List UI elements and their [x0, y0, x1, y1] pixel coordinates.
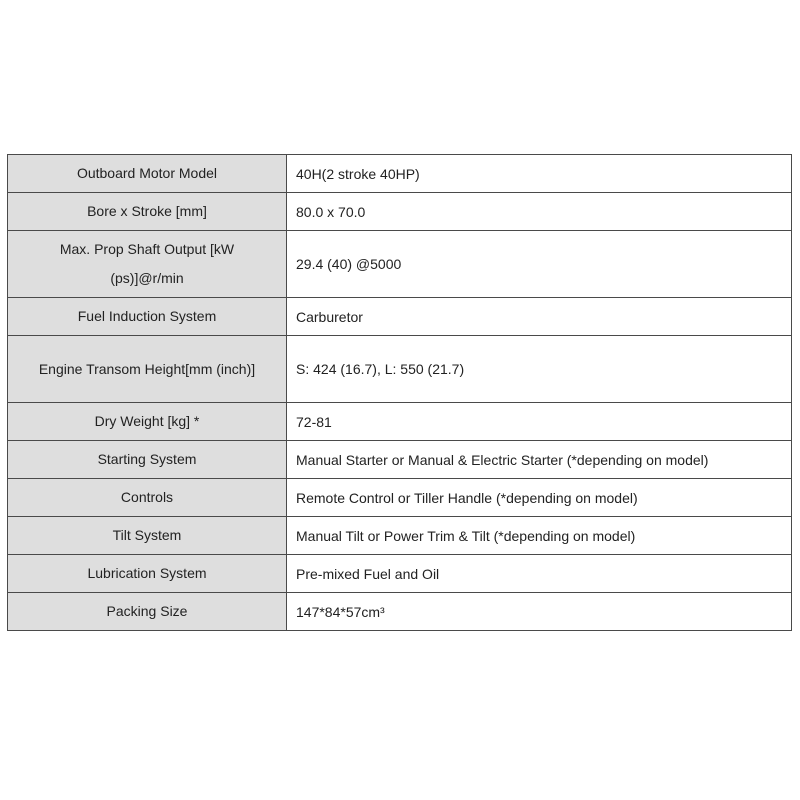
row-value: 72-81	[287, 403, 792, 441]
row-label: Max. Prop Shaft Output [kW (ps)]@r/min	[8, 231, 287, 298]
row-label: Dry Weight [kg] *	[8, 403, 287, 441]
table-row	[8, 403, 792, 441]
table-row	[8, 517, 792, 555]
row-label: Tilt System	[8, 517, 287, 555]
row-value: 80.0 x 70.0	[287, 193, 792, 231]
row-value: Pre-mixed Fuel and Oil	[287, 555, 792, 593]
row-label: Bore x Stroke [mm]	[8, 193, 287, 231]
table-row	[8, 336, 792, 403]
table-row	[8, 441, 792, 479]
row-label: Packing Size	[8, 593, 287, 631]
table-row	[8, 555, 792, 593]
table-row	[8, 155, 792, 193]
table-row	[8, 231, 792, 298]
row-value: 147*84*57cm³	[287, 593, 792, 631]
row-value: 40H(2 stroke 40HP)	[287, 155, 792, 193]
table-row	[8, 193, 792, 231]
row-value: S: 424 (16.7), L: 550 (21.7)	[287, 336, 792, 403]
row-label: Fuel Induction System	[8, 298, 287, 336]
row-value: Manual Tilt or Power Trim & Tilt (*depending on model)	[287, 517, 792, 555]
spec-table	[7, 154, 792, 631]
row-label: Engine Transom Height[mm (inch)]	[8, 336, 287, 403]
row-label: Starting System	[8, 441, 287, 479]
row-label: Outboard Motor Model	[8, 155, 287, 193]
table-row	[8, 298, 792, 336]
table-row	[8, 593, 792, 631]
row-value: 29.4 (40) @5000	[287, 231, 792, 298]
table-row	[8, 479, 792, 517]
row-label: Lubrication System	[8, 555, 287, 593]
row-value: Manual Starter or Manual & Electric Starter (*depending on model)	[287, 441, 792, 479]
row-value: Carburetor	[287, 298, 792, 336]
row-value: Remote Control or Tiller Handle (*depending on model)	[287, 479, 792, 517]
row-label: Controls	[8, 479, 287, 517]
